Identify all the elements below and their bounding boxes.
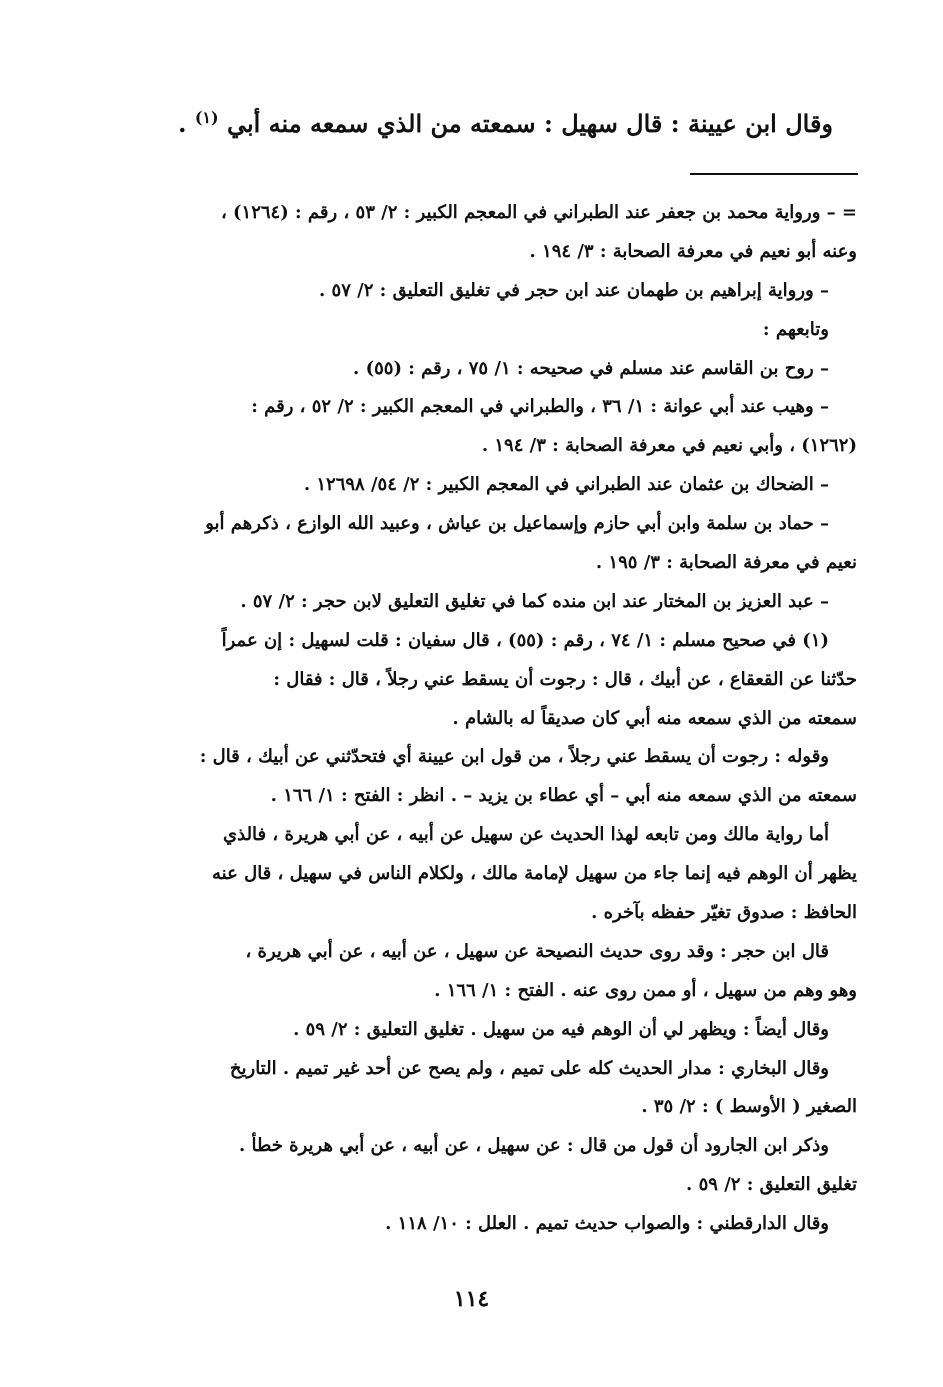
footnote-line: تغليق التعليق : ٢/ ٥٩ .	[686, 1174, 857, 1196]
footnote-line: يظهر أن الوهم فيه إنما جاء من سهيل لإمامة مالك ، ولكلام الناس في سهيل ، قال عنه	[212, 863, 857, 885]
footnote-line: – عبد العزيز بن المختار عند ابن منده كما في تغليق التعليق لابن حجر : ٢/ ٥٧ .	[240, 590, 829, 612]
footnotes-block	[85, 194, 857, 1244]
footnote-divider	[690, 173, 858, 175]
main-text-end: .	[178, 109, 187, 138]
footnote-line: الصغير ( الأوسط ) : ٢/ ٣٥ .	[641, 1096, 857, 1118]
footnote-line: – الضحاك بن عثمان عند الطبراني في المعجم الكبير : ٢/ ٥٤/ ١٢٦٩٨ .	[303, 474, 829, 496]
footnote-line: وهو وهم من سهيل ، أو ممن روى عنه . الفتح : ١/ ١٦٦ .	[434, 979, 857, 1001]
footnote-line: وقال الدارقطني : والصواب حديث تميم . العلل : ١٠/ ١١٨ .	[385, 1213, 829, 1235]
footnote-line: نعيم في معرفة الصحابة : ٣/ ١٩٥ .	[595, 552, 857, 574]
footnote-line: – حماد بن سلمة وابن أبي حازم وإسماعيل بن عياش ، وعبيد الله الوازع ، ذكرهم أبو	[205, 513, 829, 535]
footnote-line: الحافظ : صدوق تغيّر حفظه بآخره .	[591, 902, 857, 924]
footnote-line: وقال البخاري : مدار الحديث كله على تميم ، ولم يصح عن أحد غير تميم . التاريخ	[229, 1057, 829, 1079]
footnote-line: أما رواية مالك ومن تابعه لهذا الحديث عن سهيل عن أبيه ، عن أبي هريرة ، فالذي	[223, 824, 829, 846]
footnote-line: وقال أيضاً : ويظهر لي أن الوهم فيه من سهيل . تغليق التعليق : ٢/ ٥٩ .	[293, 1018, 829, 1040]
footnote-line: حدّثنا عن القعقاع ، عن أبيك ، قال : رجوت أن يسقط عني رجلاً ، قال : فقال :	[273, 668, 857, 690]
footnote-line: سمعته من الذي سمعه منه أبي كان صديقاً له بالشام .	[452, 707, 857, 729]
footnote-line: = – ورواية محمد بن جعفر عند الطبراني في المعجم الكبير : ٢/ ٥٣ ، رقم : (١٢٦٤) ،	[220, 202, 857, 223]
footnote-line: – ورواية إبراهيم بن طهمان عند ابن حجر في تغليق التعليق : ٢/ ٥٧ .	[319, 279, 829, 301]
footnote-line: (١٢٦٢) ، وأبي نعيم في معرفة الصحابة : ٣/ ١٩٤ .	[481, 435, 857, 457]
footnote-line: وتابعهم :	[762, 318, 829, 340]
page-number: ١١٤	[453, 1286, 490, 1312]
footnote-line: – وهيب عند أبي عوانة : ١/ ٣٦ ، والطبراني في المعجم الكبير : ٢/ ٥٢ ، رقم :	[251, 396, 829, 418]
footnote-line: (١) في صحيح مسلم : ١/ ٧٤ ، رقم : (٥٥) ، قال سفيان : قلت لسهيل : إن عمراً	[221, 629, 829, 651]
main-text-line	[113, 108, 833, 138]
main-text: وقال ابن عيينة : قال سهيل : سمعته من الذي سمعه منه أبي	[226, 109, 833, 138]
footnote-line: قال ابن حجر : وقد روى حديث النصيحة عن سهيل ، عن أبيه ، عن أبي هريرة ،	[245, 940, 829, 962]
footnote-reference: (١)	[194, 108, 219, 127]
footnote-line: – روح بن القاسم عند مسلم في صحيحه : ١/ ٧٥ ، رقم : (٥٥) .	[353, 357, 829, 379]
footnote-line: وقوله : رجوت أن يسقط عني رجلاً ، من قول ابن عيينة أي فتحدّثني عن أبيك ، قال :	[199, 746, 829, 768]
footnote-line: وذكر ابن الجارود أن قول من قال : عن سهيل ، عن أبيه ، عن أبي هريرة خطأ .	[238, 1135, 829, 1157]
footnote-line: سمعته من الذي سمعه منه أبي – أي عطاء بن يزيد – . انظر : الفتح : ١/ ١٦٦ .	[270, 785, 857, 807]
footnote-line: وعنه أبو نعيم في معرفة الصحابة : ٣/ ١٩٤ .	[529, 240, 857, 262]
